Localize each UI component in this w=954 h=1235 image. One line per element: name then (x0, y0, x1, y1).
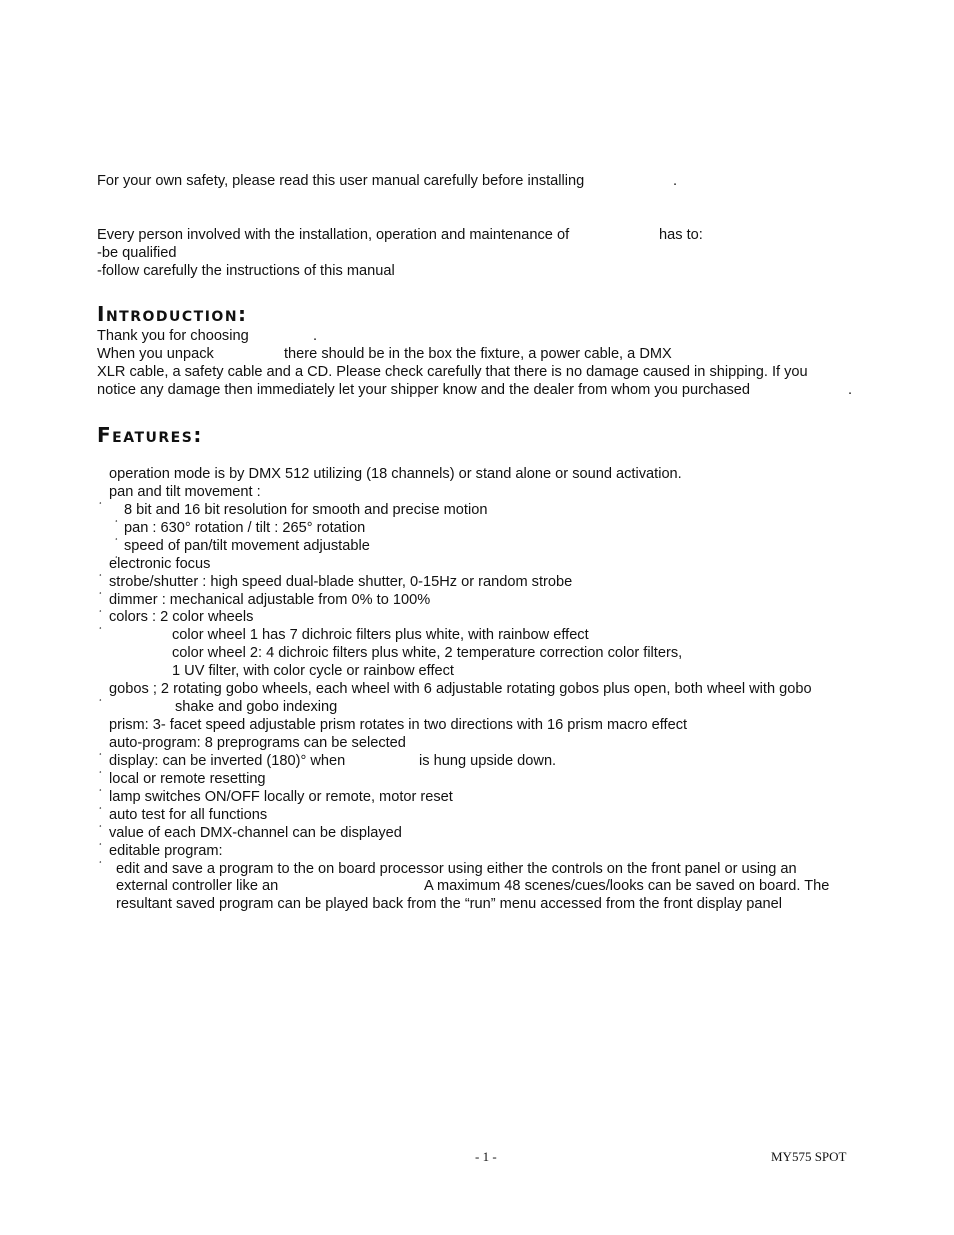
safety-requirement-2: -follow carefully the instructions of this manual (97, 263, 395, 279)
feature-pan-tilt-rotation: pan : 630° rotation / tilt : 265° rotation (124, 520, 366, 536)
feature-edit-line-1: edit and save a program to the on board processor using either the controls on the front panel or using an (116, 861, 797, 877)
feature-dmx-value: value of each DMX-channel can be displayed (109, 825, 402, 841)
safety-requirement-1: -be qualified (97, 245, 177, 261)
features-heading: Features: (97, 423, 203, 447)
feature-auto-program: auto-program: 8 preprograms can be selected (109, 735, 406, 751)
feature-color-wheel-1: color wheel 1 has 7 dichroic filters plus white, with rainbow effect (172, 627, 589, 643)
feature-pan-tilt: pan and tilt movement : (109, 484, 261, 500)
bullet-icon: ¸ (115, 548, 118, 558)
feature-edit-line-2b: A maximum 48 scenes/cues/looks can be saved on board. The (424, 878, 830, 894)
page-number: - 1 - (475, 1149, 497, 1164)
feature-color-wheel-2-cont: 1 UV filter, with color cycle or rainbow effect (172, 663, 454, 679)
feature-lamp: lamp switches ON/OFF locally or remote, motor reset (109, 789, 453, 805)
feature-gobos: gobos ; 2 rotating gobo wheels, each wheel with 6 adjustable rotating gobos plus open, both wheel with gobo (109, 681, 812, 697)
bullet-icon: ¸ (99, 853, 102, 863)
intro-unpack-a: When you unpack (97, 346, 214, 362)
intro-line-3-period: . (848, 382, 853, 398)
bullet-icon: ¸ (99, 781, 102, 791)
footer-model: MY575 SPOT (771, 1149, 847, 1164)
bullet-icon: ¸ (99, 817, 102, 827)
safety-read-notice: For your own safety, please read this user manual carefully before installing (97, 173, 585, 189)
feature-edit-line-2a: external controller like an (116, 878, 279, 894)
feature-resetting: local or remote resetting (109, 771, 266, 787)
safety-persons-line: Every person involved with the installation, operation and maintenance of (97, 227, 570, 243)
bullet-icon: ¸ (99, 566, 102, 576)
bullet-icon: ¸ (99, 691, 102, 701)
feature-display-b: is hung upside down. (419, 753, 557, 769)
feature-color-wheel-2: color wheel 2: 4 dichroic filters plus white, 2 temperature correction color filters, (172, 645, 683, 661)
feature-strobe: strobe/shutter : high speed dual-blade shutter, 0-15Hz or random strobe (109, 574, 573, 590)
feature-editable-program: editable program: (109, 843, 223, 859)
bullet-icon: ¸ (99, 745, 102, 755)
bullet-icon: ¸ (99, 619, 102, 629)
introduction-heading: Introduction: (97, 302, 248, 326)
feature-gobos-cont: shake and gobo indexing (175, 699, 338, 715)
intro-line-3: notice any damage then immediately let your shipper know and the dealer from whom you purchased (97, 382, 751, 398)
feature-colors: colors : 2 color wheels (109, 609, 254, 625)
intro-thanks: Thank you for choosing (97, 328, 249, 344)
feature-focus: electronic focus (109, 556, 211, 572)
safety-persons-line-end: has to: (659, 227, 703, 243)
bullet-icon: ¸ (99, 584, 102, 594)
bullet-icon: ¸ (115, 530, 118, 540)
safety-read-notice-period: . (673, 173, 678, 189)
feature-pan-tilt-resolution: 8 bit and 16 bit resolution for smooth and precise motion (124, 502, 488, 518)
feature-edit-line-3: resultant saved program can be played back from the “run” menu accessed from the front display panel (116, 896, 782, 912)
feature-display-a: display: can be inverted (180)° when (109, 753, 346, 769)
feature-operation-mode: operation mode is by DMX 512 utilizing (18 channels) or stand alone or sound activation. (109, 466, 682, 482)
bullet-icon: ¸ (99, 835, 102, 845)
feature-prism: prism: 3- facet speed adjustable prism rotates in two directions with 16 prism macro effect (109, 717, 688, 733)
bullet-icon: ¸ (99, 763, 102, 773)
intro-unpack-b: there should be in the box the fixture, a power cable, a DMX (284, 346, 672, 362)
bullet-icon: ¸ (99, 602, 102, 612)
feature-auto-test: auto test for all functions (109, 807, 268, 823)
bullet-icon: ¸ (99, 799, 102, 809)
feature-dimmer: dimmer : mechanical adjustable from 0% to 100% (109, 592, 431, 608)
intro-thanks-period: . (313, 328, 318, 344)
intro-line-2: XLR cable, a safety cable and a CD. Please check carefully that there is no damage caused in shipping. If you (97, 364, 808, 380)
bullet-icon: ¸ (99, 494, 102, 504)
feature-pan-tilt-speed: speed of pan/tilt movement adjustable (124, 538, 370, 554)
bullet-icon: ¸ (115, 512, 118, 522)
